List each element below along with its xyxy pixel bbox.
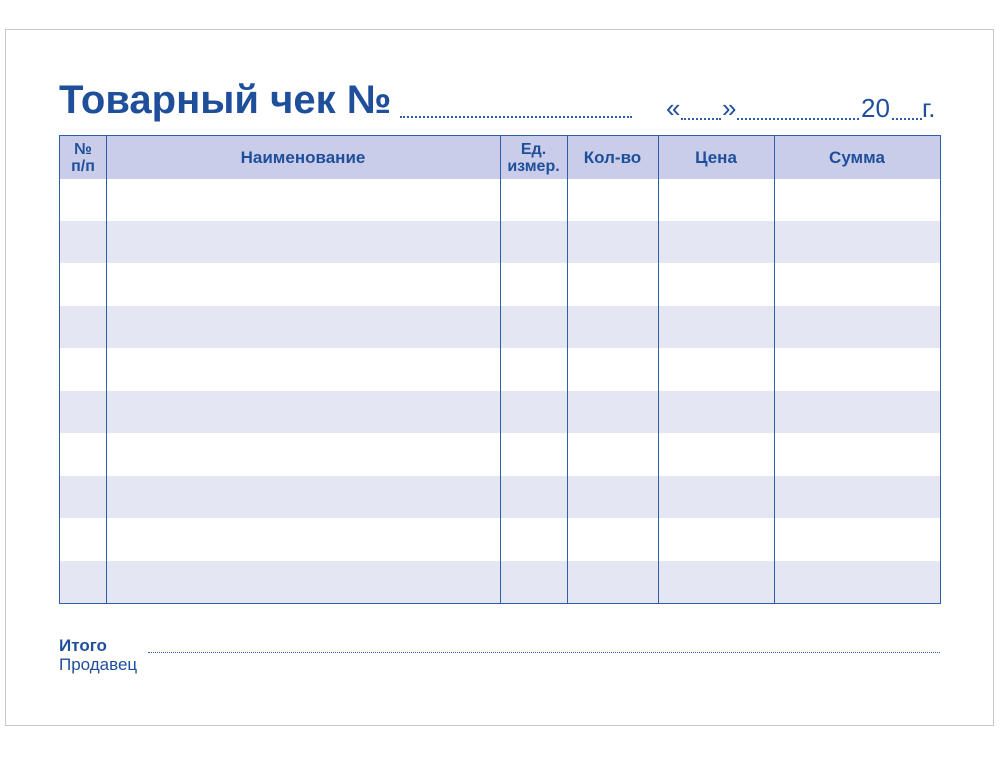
date-year-suffix: г. [922, 93, 936, 123]
column-divider [500, 136, 501, 603]
column-header-unit: Ед. измер. [507, 140, 560, 175]
column-divider [567, 136, 568, 603]
column-divider [658, 136, 659, 603]
column-header-sum: Сумма [829, 147, 885, 167]
receipt-number-field[interactable] [400, 116, 632, 118]
column-header-name: Наименование [240, 147, 366, 167]
date-close-quote: » [722, 93, 737, 123]
seller-label: Продавец [59, 655, 138, 674]
column-divider [774, 136, 775, 603]
column-header-number: № п/п [71, 140, 95, 175]
date-open-quote: « [666, 93, 681, 123]
total-label: Итого [59, 636, 107, 655]
items-table [59, 135, 941, 604]
form-title: Товарный чек № [59, 78, 392, 122]
column-header-price: Цена [695, 147, 737, 167]
date-month-field[interactable] [737, 118, 859, 120]
total-field[interactable] [148, 652, 940, 653]
column-divider [106, 136, 107, 603]
date-day-field[interactable] [681, 118, 721, 120]
column-header-quantity: Кол-во [583, 147, 642, 167]
date-year-field[interactable] [892, 118, 922, 120]
date-year-prefix: 20 [861, 93, 890, 123]
